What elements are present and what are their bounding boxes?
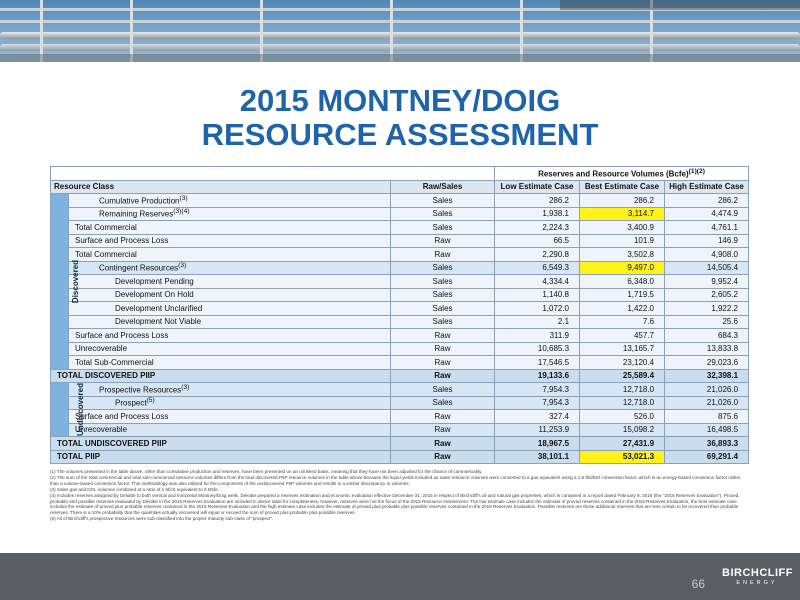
best-estimate-cell: 7.6 [580, 315, 665, 329]
resource-class-cell: Development Pending [69, 275, 391, 289]
high-estimate-cell: 25.6 [665, 315, 749, 329]
resource-table [50, 166, 749, 464]
high-estimate-header: High Estimate Case [665, 180, 749, 194]
table-header-row [51, 180, 749, 194]
high-estimate-cell: 32,398.1 [665, 369, 749, 383]
resource-class-cell: Development Unclarified [69, 302, 391, 316]
low-estimate-cell: 66.5 [495, 234, 580, 248]
high-estimate-cell: 69,291.4 [665, 450, 749, 464]
footer-bar [0, 553, 800, 600]
high-estimate-cell: 9,952.4 [665, 275, 749, 289]
table-row [51, 288, 749, 302]
table-row [51, 275, 749, 289]
low-estimate-cell: 38,101.1 [495, 450, 580, 464]
high-estimate-cell: 4,761.1 [665, 221, 749, 235]
undiscovered-band-label: Undiscovered [75, 383, 85, 436]
best-estimate-cell: 3,502.8 [580, 248, 665, 262]
raw-sales-cell: Raw [391, 234, 495, 248]
best-estimate-cell: 27,431.9 [580, 437, 665, 451]
best-estimate-cell: 1,719.5 [580, 288, 665, 302]
resource-class-cell: Unrecoverable [69, 342, 391, 356]
low-estimate-cell: 18,967.5 [495, 437, 580, 451]
low-estimate-cell: 286.2 [495, 194, 580, 208]
low-estimate-cell: 327.4 [495, 410, 580, 424]
resource-class-cell: Remaining Reserves$^{(3)(4)}$ [69, 207, 391, 221]
page-title [0, 84, 800, 152]
raw-sales-cell: Raw [391, 437, 495, 451]
resource-class-cell: Total Commercial [69, 248, 391, 262]
raw-sales-header: Raw/Sales [391, 180, 495, 194]
table-row [51, 450, 749, 464]
company-logo [722, 567, 792, 597]
table-row [51, 261, 749, 275]
raw-sales-cell: Raw [391, 356, 495, 370]
footnote: (4) Includes reserves assigned by Deloitte to both vertical and horizontal Montney/Doig wells. Deloitte prepared a reserves estimation and economic evaluation effective December 31, 2015 in respect of Birchcliff's oil and natural gas properties, which is contained in a report dated February 9, 2016 (the "2015 Reserves Evaluation"). Proved, probable and possible reserves evaluated by Deloitte in the 2015 Reserves Evaluation are included in above table for completeness; however, reserves were not the focus of the 2015 Resource Assessment. The low estimate case includes the estimate of proved reserves contained in the 2015 Reserves Evaluation, the best estimate case includes the estimate of proved plus probable reserves contained in the 2015 Reserves Evaluation and the high estimate case includes the estimate of proved plus probable plus possible reserves contained in the 2015 Reserves Evaluation. Possible reserves are those additional reserves that are less certain to be recovered than probable reserves. There is a 10% probability that the quantities actually recovered will equal or exceed the sum of proved plus probable plus possible reserves. [50, 492, 740, 516]
table-row [51, 207, 749, 221]
low-estimate-cell: 19,133.6 [495, 369, 580, 383]
volumes-group-header: Reserves and Resource Volumes (Bcfe)$^{(1)(2)}$ [495, 167, 749, 181]
raw-sales-cell: Raw [391, 248, 495, 262]
table-row [51, 221, 749, 235]
table-body [51, 194, 749, 464]
best-estimate-cell: 286.2 [580, 194, 665, 208]
raw-sales-cell: Sales [391, 194, 495, 208]
raw-sales-cell: Sales [391, 207, 495, 221]
low-estimate-cell: 11,253.9 [495, 423, 580, 437]
best-estimate-cell: 15,098.2 [580, 423, 665, 437]
discovered-band [51, 194, 81, 370]
table-row [51, 383, 749, 397]
low-estimate-cell: 4,334.4 [495, 275, 580, 289]
raw-sales-cell: Raw [391, 342, 495, 356]
table-row [51, 234, 749, 248]
low-estimate-cell: 2.1 [495, 315, 580, 329]
low-estimate-cell: 7,954.3 [495, 396, 580, 410]
table-row [51, 356, 749, 370]
title-line-2: RESOURCE ASSESSMENT [201, 117, 599, 152]
footnote: (3) Sales gas and NGL volumes combined at a ratio of 1 bbl:6 equivalent to 6 Mcfe. [50, 486, 220, 492]
footnote: (2) The sum of the total commercial and total sub-commercial resource volumes differs from the total discovered PIIP resource volumes in the table above because the liquid yields included as sales resource volumes were converted to a gas equivalent using a 1:6 bbl/Mcf conversion factor, which is an energy-based conversion factor rather than a volume-based conversion factor. This methodology was also utilized for the components of the undiscovered PIIP volumes and results in a similar discrepancy in volumes. [50, 474, 741, 486]
best-estimate-cell: 12,718.0 [580, 396, 665, 410]
best-estimate-cell: 457.7 [580, 329, 665, 343]
footnotes [50, 469, 750, 522]
table-row [51, 437, 749, 451]
raw-sales-cell: Sales [391, 315, 495, 329]
table-row [51, 329, 749, 343]
best-estimate-cell: 9,497.0 [580, 261, 665, 275]
high-estimate-cell: 21,026.0 [665, 383, 749, 397]
raw-sales-cell: Raw [391, 410, 495, 424]
high-estimate-cell: 4,908.0 [665, 248, 749, 262]
title-line-1: 2015 MONTNEY/DOIG [239, 83, 561, 118]
table-row [51, 194, 749, 208]
raw-sales-cell: Sales [391, 221, 495, 235]
resource-class-cell: Prospective Resources$^{(3)}$ [69, 383, 391, 397]
best-estimate-cell: 526.0 [580, 410, 665, 424]
low-estimate-cell: 1,140.8 [495, 288, 580, 302]
low-estimate-cell: 311.9 [495, 329, 580, 343]
best-estimate-cell: 12,718.0 [580, 383, 665, 397]
resource-class-cell: Surface and Process Loss [69, 410, 391, 424]
best-estimate-cell: 6,348.0 [580, 275, 665, 289]
resource-class-cell: Total Commercial [69, 221, 391, 235]
high-estimate-cell: 21,026.0 [665, 396, 749, 410]
undiscovered-band [51, 383, 85, 437]
raw-sales-cell: Sales [391, 396, 495, 410]
low-estimate-cell: 2,224.3 [495, 221, 580, 235]
raw-sales-cell: Sales [391, 275, 495, 289]
high-estimate-cell: 29,023.6 [665, 356, 749, 370]
logo-subtext: ENERGY [736, 580, 778, 586]
raw-sales-cell: Raw [391, 423, 495, 437]
best-estimate-cell: 3,400.9 [580, 221, 665, 235]
resource-class-cell: Surface and Process Loss [69, 329, 391, 343]
resource-class-cell: Total Sub-Commercial [69, 356, 391, 370]
resource-class-cell: TOTAL DISCOVERED PIIP [51, 369, 391, 383]
high-estimate-cell: 14,505.4 [665, 261, 749, 275]
footnote: (1) The volumes presented in the table above, other than cumulative production and reserves, have been presented on an unrisked basis, meaning that they have not been adjusted for the chance of commerciality. [50, 469, 483, 474]
raw-sales-cell: Raw [391, 450, 495, 464]
best-estimate-cell: 3,114.7 [580, 207, 665, 221]
high-estimate-cell: 286.2 [665, 194, 749, 208]
table-row [51, 248, 749, 262]
table-row [51, 315, 749, 329]
high-estimate-cell: 4,474.9 [665, 207, 749, 221]
low-estimate-cell: 1,072.0 [495, 302, 580, 316]
low-estimate-cell: 17,546.5 [495, 356, 580, 370]
table-row [51, 423, 749, 437]
resource-class-cell: Cumulative Production$^{(3)}$ [69, 194, 391, 208]
table-row [51, 302, 749, 316]
high-estimate-cell: 36,893.3 [665, 437, 749, 451]
resource-class-cell: TOTAL UNDISCOVERED PIIP [51, 437, 391, 451]
raw-sales-cell: Raw [391, 369, 495, 383]
best-estimate-cell: 23,120.4 [580, 356, 665, 370]
high-estimate-cell: 684.3 [665, 329, 749, 343]
best-estimate-cell: 25,589.4 [580, 369, 665, 383]
high-estimate-cell: 875.6 [665, 410, 749, 424]
high-estimate-cell: 13,833.8 [665, 342, 749, 356]
resource-class-header: Resource Class [51, 180, 391, 194]
table-row [51, 396, 749, 410]
high-estimate-cell: 2,605.2 [665, 288, 749, 302]
resource-class-cell: TOTAL PIIP [51, 450, 391, 464]
resource-class-cell: Surface and Process Loss [69, 234, 391, 248]
high-estimate-cell: 1,922.2 [665, 302, 749, 316]
best-estimate-cell: 53,021.3 [580, 450, 665, 464]
footnote: (5) All of Birchcliff's prospective resources were sub-classified into the project maturity sub-class of "prospect". [50, 516, 274, 522]
raw-sales-cell: Sales [391, 288, 495, 302]
best-estimate-header: Best Estimate Case [580, 180, 665, 194]
low-estimate-cell: 2,290.8 [495, 248, 580, 262]
resource-class-cell: Development Not Viable [69, 315, 391, 329]
table-group-header-row [51, 167, 749, 181]
best-estimate-cell: 101.9 [580, 234, 665, 248]
raw-sales-cell: Raw [391, 329, 495, 343]
table-row [51, 410, 749, 424]
low-estimate-header: Low Estimate Case [495, 180, 580, 194]
raw-sales-cell: Sales [391, 302, 495, 316]
low-estimate-cell: 7,954.3 [495, 383, 580, 397]
resource-class-cell: Unrecoverable [69, 423, 391, 437]
logo-wordmark: BIRCHCLIFF [722, 567, 793, 579]
high-estimate-cell: 16,498.5 [665, 423, 749, 437]
header-photo [0, 0, 800, 62]
low-estimate-cell: 6,549.3 [495, 261, 580, 275]
raw-sales-cell: Sales [391, 261, 495, 275]
best-estimate-cell: 1,422.0 [580, 302, 665, 316]
low-estimate-cell: 1,938.1 [495, 207, 580, 221]
page-number: 66 [691, 577, 705, 591]
resource-class-cell: Contingent Resources$^{(3)}$ [69, 261, 391, 275]
resource-class-cell: Development On Hold [69, 288, 391, 302]
table-row [51, 369, 749, 383]
discovered-band-label: Discovered [71, 259, 81, 303]
low-estimate-cell: 10,685.3 [495, 342, 580, 356]
resource-class-cell: Prospect$^{(5)}$ [69, 396, 391, 410]
raw-sales-cell: Sales [391, 383, 495, 397]
best-estimate-cell: 13,165.7 [580, 342, 665, 356]
high-estimate-cell: 146.9 [665, 234, 749, 248]
table-row [51, 342, 749, 356]
